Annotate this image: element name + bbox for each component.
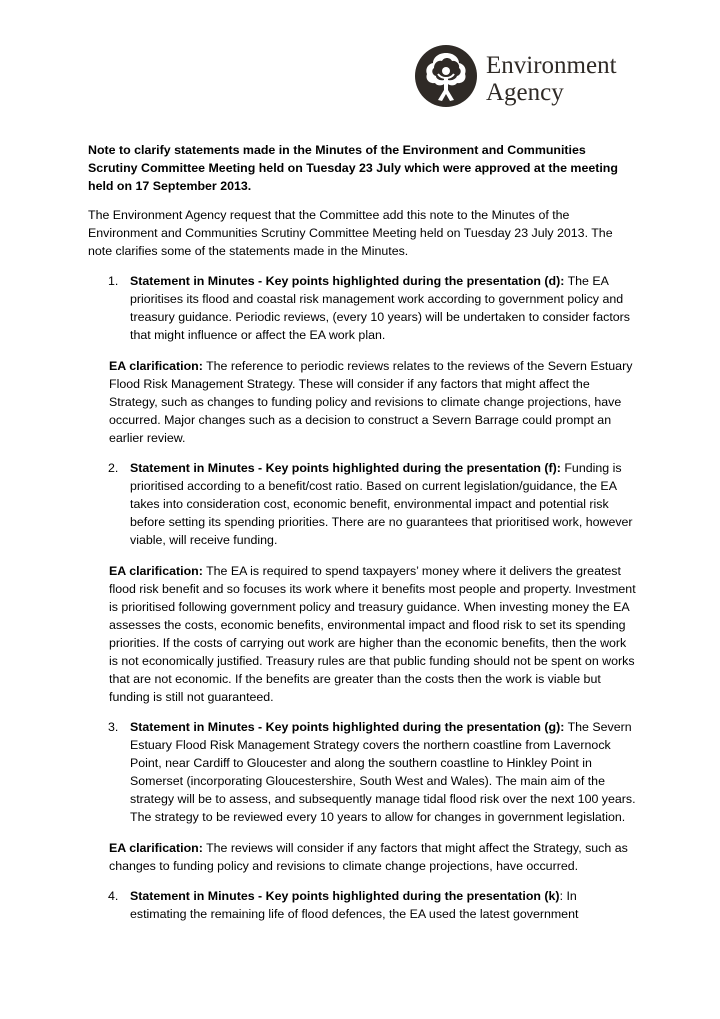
statement-label: Statement in Minutes - Key points highlighted during the presentation (k) <box>130 889 560 903</box>
clarification-text: The reviews will consider if any factors that might affect the Strategy, such as changes to funding policy and revisions to climate change projections, have occurred. <box>109 841 628 873</box>
statement-text: : In estimating the remaining life of flood defences, the EA used the latest government <box>130 889 579 921</box>
statement-label: Statement in Minutes - Key points highlighted during the presentation (g): <box>130 720 565 734</box>
environment-agency-logo <box>414 44 629 116</box>
tree-emblem-icon <box>414 44 478 108</box>
statement-text: The Severn Estuary Flood Risk Management Strategy covers the northern coastline from Lavernock Point, near Cardiff to Gloucester and along the southern coastline to Hinkley Point in Somerset (incorporating Gloucestershire, South West and Wales). The main aim of the strategy will be to assess, and subsequently manage tidal flood risk over the next 100 years. The strategy to be reviewed every 10 years to allow for changes in government legislation. <box>130 720 636 824</box>
clarification-paragraph <box>88 357 636 447</box>
item-number: 3. <box>108 720 119 734</box>
document-heading: Note to clarify statements made in the Minutes of the Environment and Communities Scrutiny Committee Meeting held on Tuesday 23 July which were approved at the meeting held on 17 September 2013. <box>88 143 618 193</box>
item-number: 4. <box>108 889 119 903</box>
clarification-text: The reference to periodic reviews relates to the reviews of the Severn Estuary Flood Risk Management Strategy. These will consider if any factors that might affect the Strategy, such as changes to funding policy and revisions to climate change projections, have occurred. Major changes such as a decision to construct a Severn Barrage could prompt an earlier review. <box>109 359 633 445</box>
clarification-text: The EA is required to spend taxpayers’ money where it delivers the greatest flood risk benefit and so focuses its work where it benefits most people and property. Investment is prioritised following government policy and treasury guidance. When investing money the EA assesses the costs, economic benefits, environmental impact and flood risk to set its spending priorities. If the costs of carrying out work are higher than the economic benefits, then the work is not economically justified. Treasury rules are that public funding should not be spent on works that are not economic. If the benefits are greater than the costs then the work is viable but funding is still not guaranteed. <box>109 564 636 704</box>
numbered-item <box>88 887 636 923</box>
clarification-paragraph <box>88 839 636 875</box>
statement-label: Statement in Minutes - Key points highlighted during the presentation (f): <box>130 461 561 475</box>
clarification-label: EA clarification: <box>109 841 203 855</box>
clarification-paragraph <box>88 562 636 706</box>
statement-paragraph <box>130 272 636 344</box>
numbered-item <box>88 272 636 344</box>
statement-text: The EA prioritises its flood and coastal risk management work according to government policy and treasury guidance. Periodic reviews, (every 10 years) will be undertaken to consider factors that might influence or affect the EA work plan. <box>130 274 630 342</box>
item-number: 1. <box>108 274 119 288</box>
clarification-label: EA clarification: <box>109 564 203 578</box>
statement-label: Statement in Minutes - Key points highlighted during the presentation (d): <box>130 274 565 288</box>
statement-paragraph <box>130 459 636 549</box>
statement-paragraph <box>130 887 636 923</box>
numbered-item <box>88 718 636 826</box>
logo-line-1: Environment <box>486 52 617 79</box>
statement-paragraph <box>130 718 636 826</box>
logo-wordmark <box>486 52 617 106</box>
item-number: 2. <box>108 461 119 475</box>
intro-paragraph: The Environment Agency request that the Committee add this note to the Minutes of the Environment and Communities Scrutiny Committee Meeting held on Tuesday 23 July 2013. The note clarifies some of the statements made in the Minutes. <box>88 208 613 258</box>
numbered-item <box>88 459 636 549</box>
logo-line-2: Agency <box>486 79 564 106</box>
statement-text: Funding is prioritised according to a benefit/cost ratio. Based on current legislation/guidance, the EA takes into consideration cost, economic benefit, environmental impact and potential risk before setting its spending priorities. There are no guarantees that prioritised work, however viable, will receive funding. <box>130 461 633 547</box>
document-body <box>88 141 636 936</box>
clarification-label: EA clarification: <box>109 359 203 373</box>
